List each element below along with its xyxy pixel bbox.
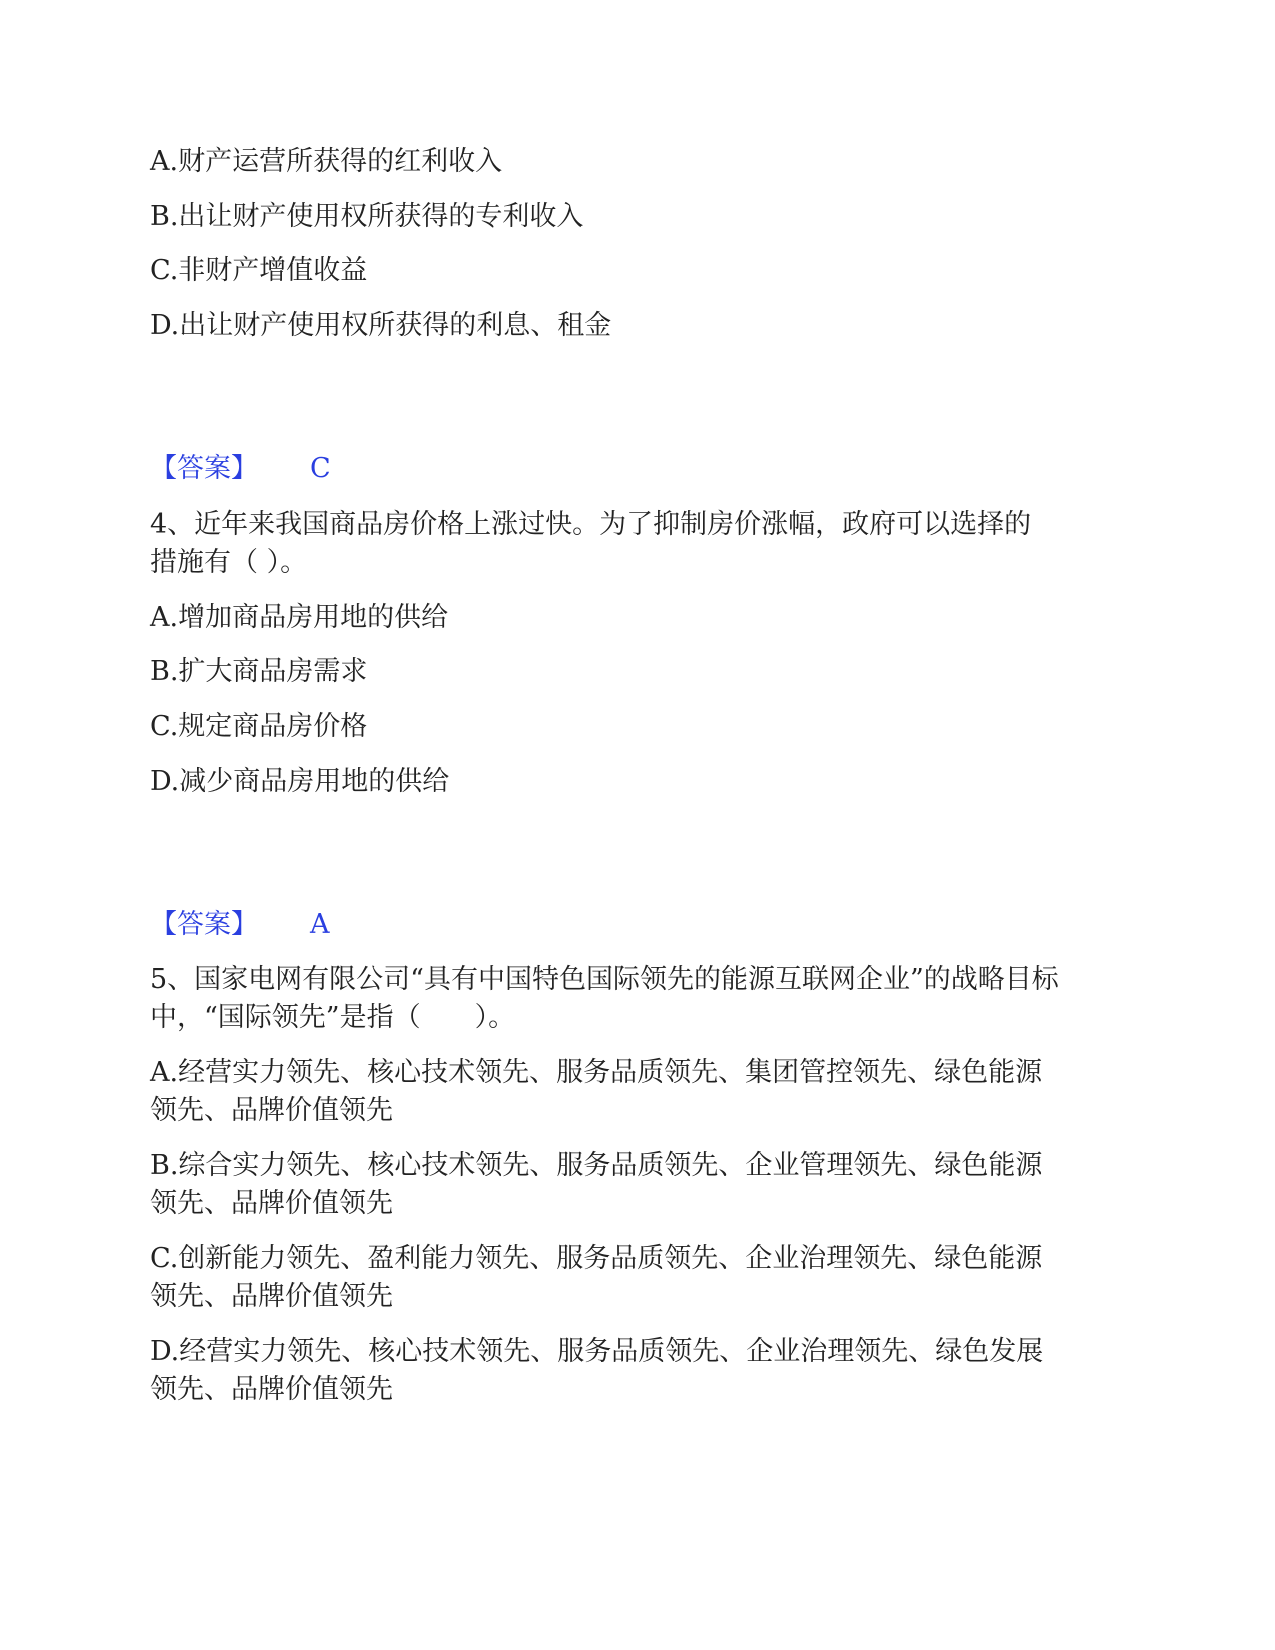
q5-option-b-line2: 领先、品牌价值领先 (150, 1188, 393, 1219)
q4-answer (150, 905, 330, 945)
q5-option-c-line1: C.创新能力领先、盈利能力领先、服务品质领先、企业治理领先、绿色能源 (150, 1243, 1043, 1274)
q5-option-d-line1: D.经营实力领先、核心技术领先、服务品质领先、企业治理领先、绿色发展 (150, 1336, 1044, 1367)
q4-option-c: C.规定商品房价格 (150, 711, 368, 742)
answer-value: A (310, 909, 330, 940)
q5-stem-line2: 中，“国际领先”是指（ ）。 (150, 1002, 516, 1033)
q5-option-b-line1: B.综合实力领先、核心技术领先、服务品质领先、企业管理领先、绿色能源 (150, 1150, 1043, 1181)
q3-option-b: B.出让财产使用权所获得的专利收入 (150, 201, 584, 232)
q3-option-c: C.非财产增值收益 (150, 255, 368, 286)
answer-value: C (310, 453, 331, 484)
q5-stem-line1: 5、国家电网有限公司“具有中国特色国际领先的能源互联网企业”的战略目标 (150, 964, 1059, 995)
q3-option-a: A.财产运营所获得的红利收入 (150, 146, 503, 177)
q3-option-d: D.出让财产使用权所获得的利息、租金 (150, 310, 612, 341)
q5-option-d-line2: 领先、品牌价值领先 (150, 1374, 393, 1405)
q4-option-b: B.扩大商品房需求 (150, 656, 368, 687)
q4-option-a: A.增加商品房用地的供给 (150, 602, 449, 633)
answer-label: 【答案】 (150, 909, 258, 940)
q4-stem-line2: 措施有（ ）。 (150, 547, 308, 578)
answer-label: 【答案】 (150, 453, 258, 484)
q5-option-c-line2: 领先、品牌价值领先 (150, 1281, 393, 1312)
q4-option-d: D.减少商品房用地的供给 (150, 766, 450, 797)
q4-stem-line1: 4、近年来我国商品房价格上涨过快。为了抑制房价涨幅，政府可以选择的 (150, 509, 1032, 540)
q5-option-a-line2: 领先、品牌价值领先 (150, 1095, 393, 1126)
q3-answer (150, 449, 331, 489)
q5-option-a-line1: A.经营实力领先、核心技术领先、服务品质领先、集团管控领先、绿色能源 (150, 1057, 1043, 1088)
